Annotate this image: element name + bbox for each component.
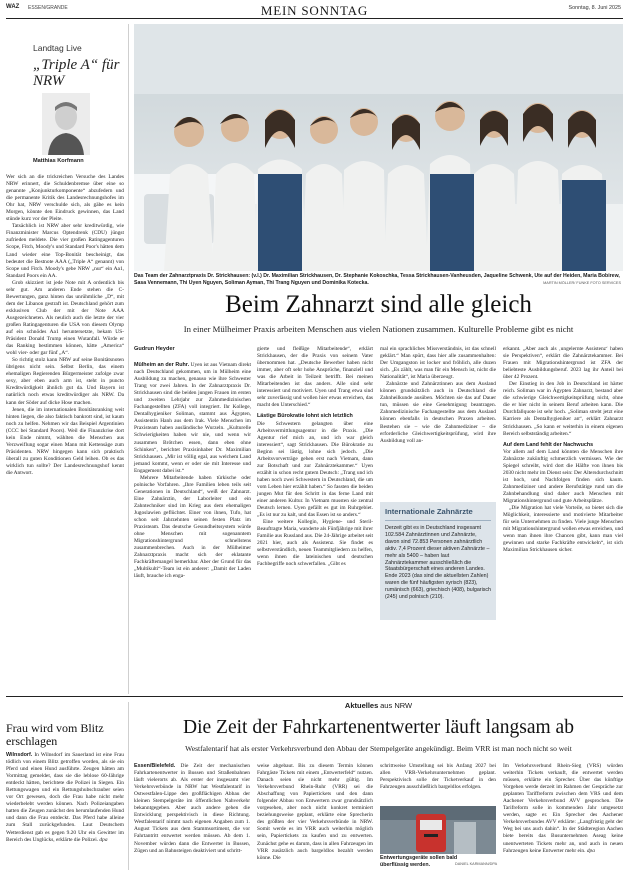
- bottom-rubric: [134, 701, 623, 710]
- validator-credit: DANIEL KARMANN/DPA: [455, 862, 498, 866]
- main-paragraph: mal ein sprachliches Missverständnis, ist das schnell geklärt.“ Man spürt, dass hier alle zusammenhalten: Der Umgangston ist locker und fröhlich, alle duzen sich. „Es zählt, was man für ein Mensch ist, nicht die Nationalität“, ist Maria überzeugt.: [380, 346, 496, 381]
- main-col-3: [380, 346, 496, 445]
- main-author: Gudrun Heyder: [134, 346, 175, 352]
- main-col-1: [134, 362, 251, 580]
- column-body: [6, 174, 124, 477]
- bottom-col-2: [257, 763, 373, 862]
- main-col-2: [257, 346, 373, 569]
- author-portrait: [42, 93, 90, 155]
- column-rubric: Landtag Live: [33, 43, 82, 53]
- validator-photo: [380, 806, 496, 854]
- main-subhead-1: Lästige Bürokratie lohnt sich letztlich: [257, 413, 353, 420]
- main-paragraph: Vor allem auf dem Land könnten die Menschen ihre Zahnärzte zukünftig schmerzlich vermissen. Wie der Spiegel schreibt, wird dort die Hälfte von ihnen bis 2030 nicht mehr im Dienst sein: Der Altersdurchschnitt ist hoch, und Nachfolgen finden sich kaum. Zahnmediziner und andere Berufstätige rund um die Zahnbehandlung sind daher auch Menschen mit Migrationshintergrund und gute Arbeitsplätze.: [503, 448, 623, 505]
- column-paragraph: So richtig stolz kann NRW auf seine Bonitätsnoten übrigens nicht sein. Selbst Berlin, das einem ehemaligen Regierenden Bürgermeister zufolge zwar sexy, aber eben auch arm ist, steht in puncto Kreditwürdigkeit ähnlich gut da. Und Bayern ist natürlich noch etwas kreditwürdiger als NRW. Da kann der Söder auf dicke Hose machen.: [6, 357, 124, 406]
- team-photo: [134, 24, 623, 271]
- bottom-headline: Die Zeit der Fahrkartenentwerter läuft langsam ab: [183, 717, 574, 738]
- bottom-col-4: [503, 763, 623, 855]
- main-paragraph: „Die Migration hat viele Vorteile, so bietet sich die Möglichkeit, interessierte und motivierte Mitarbeiter für sein Unternehmen zu finden. Viele junge Menschen mit Migrationshintergrund wollen etwas erreichen, und wenn man ihnen ihre Chancen gibt, kann man viel gewinnen und starke Fachkräfte entwickeln“, ist sich Maximilian Strickhausen sicher.: [503, 505, 623, 554]
- main-paragraph: Eine weitere Kollegin, Hygiene- und Steril-Beauftragte Maria, wanderte als Fünfjährige mit ihrer Familie aus Russland aus. Die 24-Jährige arbeitet seit 2021 hier, auch als Assistenz. Sie findet es selbstverständlich, neuen Teammitgliedern zu helfen, wenn ihnen die lateinischen und deutschen Fachbegriffe noch schwerfallen. „Gibt es: [257, 519, 373, 568]
- main-paragraph: Mehrere Mitarbeitende haben türkische oder polnische Vorfahren. „Ihre Familien leben teils seit Generationen in Deutschland“, weiß der Zahnarzt. Eine Zahnärztin, der Laborleiter und ein Zahntechniker sind im Krieg aus dem ehemaligen Jugoslawien geflüchtet. Einer von ihnen, Tufo, hat schon seit Jahrzehnten seinen festen Platz im Praxisteam. Das deutsche Gesundheitssystem würde ohne Menschen mit sogenanntem Migrationshintergrund schnellstens zusammenbrechen. Auch in der Mülheimer Zahnarztpraxis macht sich der eklatante Fachkräftemangel bemerkbar. Aber der Grund für das „Multikulti“-Team ist ein anderer: „Damit der Laden läuft, brauche ich enga-: [134, 474, 251, 580]
- photo-credit: MARTIN MÖLLER/ FUNKE FOTO SERVICES: [543, 281, 621, 285]
- column-paragraph: Tatsächlich ist NRW aber sehr kreditwürdig, wie Finanzminister Marcus Optendrenk (CDU) jüngst zufrieden meldete. Die vier großen Ratingagenturen Scope, Fitch, Moody's und Standard Poor's hätten dem Land wieder eine Top-Bonität bescheinigt, das bedeutet die Bestnote AAA („Triple A“ genannt) von Scope und Fitch. Moody's gebe NRW „nur“ ein Aa1, Standard Poors ein AA.: [6, 223, 124, 279]
- column-paragraph: Grob skizziert ist jede Note mit A ordentlich bis sehr gut. Am anderen Ende stehen die C-Bewertungen, ganz hinten das unrühmliche „D“, mit dem der Libanon gestraft ist. Deutschland gehört zum exklusiven Club der mit der Note AAA Ausgezeichneten. Als neulich auch die letzte der vier großen Ratingagenturen die USA von diesem Olymp auf ein schnödes Aa1 heruntersetzte, bekam US-Präsident Donald Trump einen Wutanfall. Würde er das Ranking bestimmen können, hätte „America“ wohl vier- oder gar fünf „A“.: [6, 279, 124, 357]
- bottom-subheadline: Westfalentarif hat als erster Verkehrsverbund den Abbau der Stempelgeräte angekündigt. Beim VRR ist man noch nicht so weit: [185, 744, 572, 753]
- paper-logo: WAZ: [6, 4, 20, 10]
- main-paragraph: Uyen ist aus Vietnam direkt nach Deutschland gekommen, um in Mülheim eine Ausbildung zu machen, genauso wie ihre Schwester Trang vor zwei Jahren. In der Zahnarztpraxis Dr. Strickhausen sind die beiden jungen Frauen im ersten und zweiten Lehrjahr zur Zahnmedizinischen Fachangestellten (ZFA) voll integriert. Ihr Kollege, Dentalhygieniker Soliman, stammt aus Ägypten, Assistentin Hanh aus dem Irak. Viele Menschen im Praxisteam haben ausländische Wurzeln. „Kulturelle Schwierigkeiten haben wir nie, und wenn wir zusammen Brötchen essen, dann eben ohne Schinken“, berichtet Praxisinhaber Dr. Maximilian Strickhausen. „Mir ist völlig egal, aus welchem Land jemand kommt, wenn er oder sie mit Interesse und Engagement dabei ist.“: [134, 362, 252, 474]
- main-paragraph: Der Einstieg in den Job in Deutschland ist härter reich. Soliman war in Ägypten Zahnarzt, bestand aber die schwierige Gleichwertigkeitsprüfung nicht, ohne die er hier nicht in seinem Beruf arbeiten kann. Die Durchfallquote ist sehr hoch. „Soliman strebt jetzt eine Karriere als Dentalhygieniker an“, erklärt Zahnarzt Strickhausen. „So kann er weiterhin in einem eigenen Bereich selbstständig arbeiten.“: [503, 381, 623, 437]
- section-title: MEIN SONNTAG: [260, 3, 369, 18]
- region-label: ESSEN/GRANDE: [28, 4, 68, 11]
- info-box-title: Internationale Zahnärzte: [385, 507, 473, 516]
- column-title: „Triple A“ für NRW: [33, 57, 120, 89]
- info-box: [380, 502, 496, 620]
- bottom-dateline: Essen/Bielefeld.: [134, 763, 176, 769]
- bottom-paragraph: weise abgebaut. Bis zu diesem Termin können Fahrgäste Tickets mit einem „Entwerterfeld“ nutzen. Danach seien sie nicht mehr gültig. Im Verkehrsverbund Rhein-Ruhr (VRR) sei die Abschaffung von Papiertickets und den dann folgender Abbau von Entwertern zwar grundsätzlich vorgesehen, aber noch nicht konkret terminiert beziehungsweise geplant, erklärte eine Sprecherin des größten der vier Verkehrsverbünde in NRW. Somit werde es im VRR auch weiterhin möglich sein, Papiertickets zu kaufen und zu entwerten. Zunächst gehe es darum, dass in allen Fahrzeugen im VRR zusätzlich auch bargeldlos bezahlt werden könne. Die: [257, 763, 373, 861]
- main-col-4: [503, 346, 623, 554]
- column-paragraph: Jenen, die im internationalen Bonitätsranking weit hinten liegen, die also faktisch bankrott sind, ist kaum noch zu helfen. Nehmen wir das Beispiel Argentinien (CCC bei Standard Poors). Weil die Finanzkrise dort kein Ende nimmt, wählten die Menschen aus Verzweiflung sogar einen Mann mit Kettensäge zum Präsidenten. NRW hingegen kann sich praktisch überall zu guten Konditionen Geld leihen. Ob es das wirklich tun sollte? Der Landesrechnungshof kennt die Antwort.: [6, 406, 124, 476]
- blitz-dateline: Wilnsdorf.: [6, 752, 33, 758]
- issue-date: Sonntag, 8. Juni 2025: [568, 4, 621, 11]
- validator-caption: Entwertungsgeräte sollen bald überflüssig werden.: [380, 855, 458, 868]
- bottom-paragraph: Im Verkehrsverbund Rhein-Sieg (VRS) würden weiterhin Tickets verkauft, die entwertet werden müssen, erklärte ein Sprecher. Über das künftige Vorgehen werde derzeit im Rahmen der Gespräche zur geplanten Tariffreform zwischen dem VRS und dem Aachener Verkehrsverbund AVV gesprochen. Die Tarifreform solle in kommenden Jahr umgesetzt werden, sagte er. Ein Sprecher des Aachener Verkehrsverbundes AVV erklärte: „Langfristig geht der Weg bei uns auch dahin“. In der Städteregion Aachen biete bereits das Busunternehmen Aseag keine unentwerteten Tickets mehr an, und auch in neuen Fahrzeugen keine Entwerter mehr ein.: [503, 763, 623, 854]
- column-author: Matthias Korfmann: [33, 158, 84, 164]
- blitz-agency: dpa: [99, 836, 108, 843]
- main-subheadline: In einer Mülheimer Praxis arbeiten Menschen aus vielen Nationen zusammen. Kulturelle Probleme gibt es nicht: [183, 324, 574, 334]
- bottom-agency: dpa: [586, 847, 595, 854]
- bottom-paragraph: Die Zeit der mechanischen Fahrkartenentwerter in Bussen und Straßenbahnen läuft vielerorts ab. Als erster der insgesamt vier Verkehrsverbünde in NRW hat Westfalentarif in Ostwestfalen-Lippe den großflächigen Abbau der kleinen Stempelgeräte im öffentlichen Nahverkehr bekanntgegeben. Aber auch andere gehen die Entwicklung perspektivisch in diese Richtung. Westfalentarif nimmt nach eigenen Angaben zum 1. August Tickets aus dem Stammsortiment, die vor Fahrtantritt entwertet werden müssen. Ab dem 1. November würden dann die Entwerter in Bussen, Zügen und an Bahnsteigen deaktiviert und schritt-: [134, 763, 250, 854]
- blitz-body: [6, 752, 124, 844]
- main-dateline: Mülheim an der Ruhr.: [134, 362, 190, 368]
- bottom-col-3: [380, 763, 496, 791]
- main-paragraph: gierte und fleißige Mitarbeitende“, erklärt Strickhausen, der die Praxis von seinem Vater übernommen hat. „Deutsche Bewerber haben nicht immer, aber oft sehr hohe Ansprüche, finanziell und was die Arbeit in Teilzeit betrifft. Bei meinen Mitarbeitenden ist das anders. Alle sind sehr interessiert und motiviert. Uyen und Trang etwa sind sehr zuverlässig und wollen hier etwas erreichen, das macht den Unterschied.“: [257, 346, 373, 409]
- main-paragraph: Die Schwestern gelangten über eine Arbeitsvermittlungsagentur in die Praxis. „Die Agentur rief mich an, und ich war gleich interessiert“, sagt Strickhausen. Die Bürokratie zu Beginn sei lästig, lohne sich jedoch. „Die Arbeitsvorverträge gehen erst nach Vietnam, dann zur Botschaft und zur Zahnärztekammer.“ Uyen erzählt in schon recht gutem Deutsch: „Trang und ich haben noch zwei Schwestern in Deutschland, die um vom Leben hier erzählt haben.“ So fassten die beiden jungen Mut für den Schritt in das ferne Land mit einer anderen Kultur. In Vietnam mussten sie zentral Deutsch lernen. Uyen gefällt es gut im Ruhrgebiet. „Es ist nur zu kalt, und das Essen ist so anders.“: [257, 420, 373, 519]
- bottom-paragraph: schrittweise Umstellung sei bis Anfang 2027 bei allen VRR-Verkehrsunternehmen geplant. Perspektivisch solle der Ticketverkauf in den Fahrzeugen ausschließlich bargeldlos erfolgen.: [380, 763, 496, 791]
- bottom-rubric-rest: aus NRW: [380, 701, 413, 710]
- bottom-col-1: [134, 763, 250, 855]
- photo-caption: Das Team der Zahnarztpraxis Dr. Strickhausen: (v.l.) Dr. Maximilian Strickhausen, Dr. Stephanie Kokoschka, Tessa Strickhausen-Vanheusden, Jaqueline Schwenk, Ute auf der Heiden, Maria Bobirew, Sasa Vennemann, Thi Uyen Nguyen, Soliman Ayman, Thi Trang Nguyen und Dominika Kotecka.: [134, 273, 620, 286]
- column-paragraph: Wer sich an die trickreichen Versuche des Landes NRW erinnert, die Schuldenbremse über eine so genannte „Konjunkturkomponente“ abzufedern und die permanente Kritik des Landesrechnungshofes im Ohr hat, NRW verschulde sich, als gäbe es kein Morgen, könnte den Eindruck gewinnen, das Land stünde kurz vor der Pleite.: [6, 174, 124, 223]
- main-subhead-2: Auf dem Land fehlt der Nachwuchs: [503, 441, 594, 448]
- main-paragraph: Zahnärzte und Zahnärztinnen aus dem Ausland können grundsätzlich auch in Deutschland die Zahnheilkunde ausüben. Möchten sie das auf Dauer tun, müssen sie eine Genehmigung beantragen. Zahnmedizinische Fachangestellte aus dem Ausland können ebenfalls in deutschen Praxen arbeiten. Bestehen sie – wie die Zahnmediziner – die erforderliche Gleichwertigkeitsprüfung, wird ihre Ausbildung voll an-: [380, 381, 496, 444]
- main-paragraph: erkannt. „Aber auch als ‚ungelernte Assistenz‘ haben sie Perspektiven“, erklärt die Zahnärztekammer. Bei Frauen mit Migrationshintergrund ist ZFA der beliebteste Ausbildungsberuf. 2023 lag ihr Anteil bei über 42 Prozent.: [503, 346, 623, 381]
- info-box-text: Derzeit gibt es in Deutschland insgesamt 102.584 Zahnärztinnen und Zahnärzte, davon sind 72.853 Personen zahnärztlich aktiv. 7,4 Prozent dieser aktiven Zahnärzte – mehr als 5400 – haben laut Zahnärztekammer ausschließlich die Staatsbürgerschaft eines anderen Landes. Ende 2023 (das sind die aktuellsten Zahlen) waren die fünf häufigsten syrisch (823), rumänisch (663), griechisch (408), bulgarisch (245) und polnisch (210).: [385, 525, 491, 601]
- bottom-rubric-bold: Aktuelles: [344, 701, 379, 710]
- blitz-headline: Frau wird vom Blitz erschlagen: [6, 721, 104, 748]
- blitz-text: In Wilnsdorf im Sauerland ist eine Frau tödlich von einem Blitz getroffen worden, als sie ein Pferd und einen Hund ausführte. Zeugen hätten am Vormittag gemeldet, dass sie die leblose 60-Jährige entdeckt hätten, berichtete die Polizei in Siegen. Ein Rettungswagen und ein Rettungshubschrauber seien vor Ort gewesen, doch die Frau habe nicht mehr wiederbelebt werden können. Nach Polizeiangaben hatten die Zeugen zunächst den herumlaufenden Hund und dann die Frau entdeckt. Das Pferd habe alleine zum Stall zurückgefunden. Laut Deutschem Wetterdienst gab es gegen 9.20 Uhr ein Gewitter im Bereich des Unglücks, erklärte die Polizei.: [6, 752, 124, 843]
- main-headline: Beim Zahnarzt sind alle gleich: [225, 291, 532, 318]
